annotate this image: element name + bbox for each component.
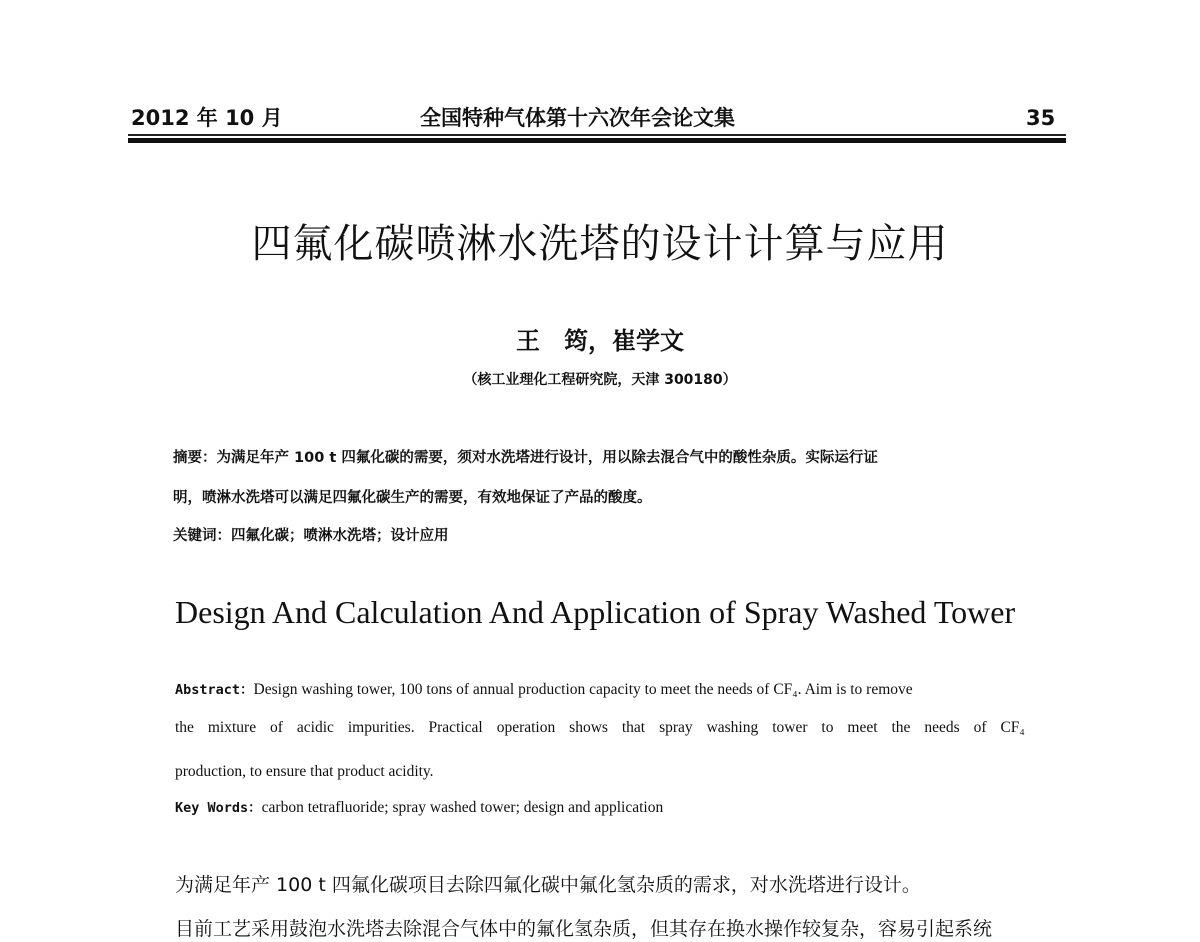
abstract-en-word: washing — [706, 719, 759, 736]
abstract-en-label: Abstract： — [175, 682, 254, 698]
abstract-cn-line-2: 明，喷淋水洗塔可以满足四氟化碳生产的需要，有效地保证了产品的酸度。 — [173, 490, 652, 506]
abstract-en-word: tower — [772, 719, 808, 736]
abstract-en-word: that — [621, 719, 646, 736]
abstract-en-word: of — [973, 719, 987, 736]
abstract-cn-line-1 — [173, 448, 1033, 468]
keywords-cn-label: 关键词： — [173, 528, 231, 544]
abstract-en-word: acidic — [296, 719, 334, 736]
abstract-cn-label: 摘要： — [173, 450, 217, 466]
paper-affiliation: （核工业理化工程研究院，天津 300180） — [463, 372, 737, 388]
abstract-cn-text-1: 为满足年产 100 t 四氟化碳的需要，须对水洗塔进行设计，用以除去混合气中的酸性杂质。实际运行证 — [216, 450, 878, 466]
paper-title-en: Design And Calculation And Application of Spray Washed Tower — [175, 594, 1016, 630]
abstract-en-word: mixture — [207, 719, 257, 736]
header-page-number: 35 — [1026, 106, 1056, 130]
abstract-en-line-2 — [175, 718, 1025, 738]
header-journal-title: 全国特种气体第十六次年会论文集 — [420, 106, 735, 130]
abstract-en-word: needs — [924, 719, 960, 736]
keywords-cn — [173, 526, 1033, 546]
abstract-en-line-3: production, to ensure that product acidity. — [175, 763, 434, 780]
abstract-en-word: the — [891, 719, 911, 736]
abstract-en-word: shows — [569, 719, 608, 736]
abstract-en-text-1: Design washing tower, 100 tons of annual production capacity to meet the needs of CF₄. Aim is to remove — [253, 681, 913, 698]
abstract-en-word: the — [175, 719, 194, 736]
abstract-en-word: operation — [496, 719, 556, 736]
header-rule-thin — [128, 134, 1066, 136]
header-rule-thick — [128, 138, 1066, 143]
paper-title-cn: 四氟化碳喷淋水洗塔的设计计算与应用 — [251, 221, 949, 267]
paper-authors: 王 筠，崔学文 — [516, 326, 684, 355]
keywords-en-label: Key Words： — [175, 800, 262, 816]
abstract-en-word: meet — [847, 719, 878, 736]
abstract-en-word: to — [821, 719, 834, 736]
keywords-en — [175, 798, 1025, 818]
body-paragraph-line-2: 目前工艺采用鼓泡水洗塔去除混合气体中的氟化氢杂质，但其存在换水操作较复杂，容易引起系统 — [175, 918, 993, 940]
abstract-en-word: of — [270, 719, 283, 736]
body-paragraph-line-1: 为满足年产 100 t 四氟化碳项目去除四氟化碳中氟化氢杂质的需求，对水洗塔进行设计。 — [175, 874, 921, 896]
keywords-cn-text: 四氟化碳；喷淋水洗塔；设计应用 — [231, 528, 449, 544]
abstract-en-word: spray — [659, 719, 693, 736]
abstract-en-word: CF₄ — [1000, 719, 1025, 736]
keywords-en-text: carbon tetrafluoride; spray washed tower; design and application — [261, 799, 664, 816]
abstract-en-word: impurities. — [347, 719, 415, 736]
header-date: 2012 年 10 月 — [131, 106, 283, 130]
abstract-en-word: Practical — [428, 719, 483, 736]
abstract-en-line-1 — [175, 680, 1025, 700]
